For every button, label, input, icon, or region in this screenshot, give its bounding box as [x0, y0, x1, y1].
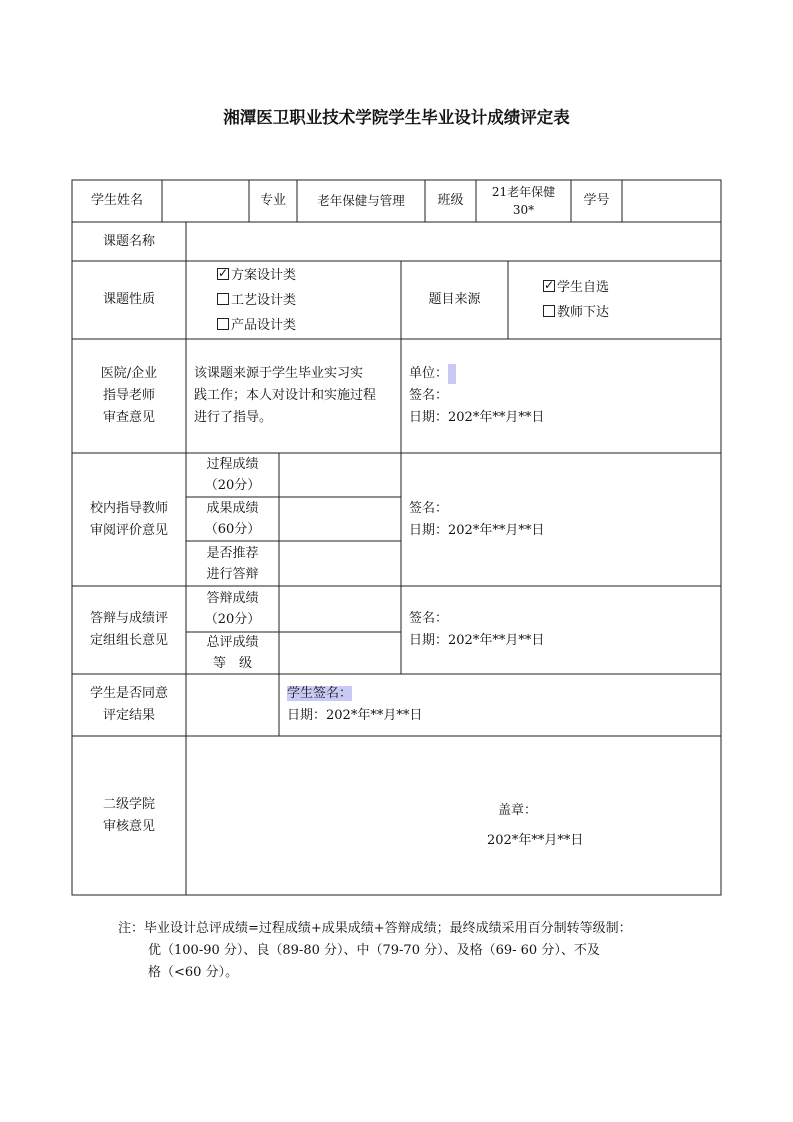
process-score-field[interactable] [279, 453, 401, 497]
topic-source-label: 题目来源 [428, 292, 481, 307]
nature-option-design[interactable]: ✓方案设计类 [217, 263, 296, 288]
checkbox-checked-icon [543, 280, 555, 292]
college-opinion-label: 二级学院 审核意见 [102, 796, 155, 834]
internal-sign-label: 签名： [409, 500, 449, 516]
student-id-field[interactable] [622, 180, 721, 222]
defense-date: 日期：202*年**月**日 [409, 633, 545, 648]
checkbox-icon [217, 293, 229, 305]
internal-date: 日期：202*年**月**日 [409, 522, 545, 538]
source-option-self[interactable]: ✓学生自选 [543, 275, 609, 300]
total-score-field[interactable] [279, 632, 401, 674]
hospital-sign-area [409, 339, 721, 453]
source-option-teacher[interactable]: 教师下达 [543, 300, 609, 325]
student-sign-area [287, 674, 721, 736]
topic-nature-label: 课题性质 [102, 292, 155, 307]
major-label: 专业 [259, 193, 286, 208]
defense-sign-area [409, 586, 721, 674]
class-label: 班级 [437, 193, 464, 208]
defense-sign-label: 签名： [409, 611, 449, 626]
internal-opinion-label: 校内指导教师 审阅评价意见 [89, 500, 168, 538]
student-agree-label: 学生是否同意 评定结果 [89, 686, 168, 723]
student-sign-label[interactable]: 学生签名： [287, 686, 353, 701]
result-score-field[interactable] [279, 497, 401, 541]
class-value [476, 180, 571, 222]
major-value: 老年保健与管理 [317, 193, 405, 208]
nature-option-process[interactable]: 工艺设计类 [217, 288, 296, 313]
class-value-line2: 30* [512, 203, 535, 217]
seal-label: 盖章： [498, 803, 538, 818]
checkbox-icon [217, 318, 229, 330]
internal-sign-area [409, 453, 721, 586]
unit-field[interactable] [448, 364, 456, 384]
topic-field[interactable] [186, 222, 721, 261]
process-score-label: 过程成绩 （20分） [204, 457, 261, 493]
recommend-defense-label: 是否推荐 进行答辩 [206, 545, 259, 582]
defense-opinion-label: 答辩与成绩评 定组组长意见 [89, 611, 168, 648]
defense-score-label: 答辩成绩 （20分） [204, 591, 261, 627]
hospital-opinion-label: 医院/企业 指导老师 审查意见 [100, 366, 158, 425]
student-name-label: 学生姓名 [90, 193, 143, 208]
student-sign-date: 日期：202*年**月**日 [287, 708, 423, 723]
class-value-line1: 21老年保健 [491, 185, 556, 199]
footnote-line1: 注：毕业设计总评成绩=过程成绩+成果成绩+答辩成绩；最终成绩采用百分制转等级制： [118, 921, 632, 936]
footnote [118, 918, 698, 984]
defense-score-field[interactable] [279, 586, 401, 632]
student-agree-field[interactable] [186, 674, 279, 736]
nature-option-product[interactable]: 产品设计类 [217, 313, 296, 338]
checkbox-checked-icon [217, 268, 229, 280]
hospital-date: 日期：202*年**月**日 [409, 410, 545, 425]
total-score-label: 总评成绩 等 级 [206, 635, 259, 671]
footnote-line2: 优（100-90 分）、良（89-80 分）、中（79-70 分）、及格（69- 60 分）、不及 [148, 943, 600, 958]
student-id-label: 学号 [583, 193, 610, 208]
college-date: 202*年**月**日 [487, 833, 584, 848]
hospital-sign-label: 签名： [409, 388, 449, 403]
topic-label: 课题名称 [102, 233, 155, 249]
checkbox-icon [543, 305, 555, 317]
student-name-field[interactable] [162, 180, 249, 222]
footnote-line3: 格（<60 分）。 [148, 965, 239, 980]
hospital-opinion-text: 该课题来源于学生毕业实习实 践工作；本人对设计和实施过程 进行了指导。 [194, 366, 377, 425]
page-title: 湘潭医卫职业技术学院学生毕业设计成绩评定表 [223, 108, 570, 127]
recommend-defense-field[interactable] [279, 541, 401, 586]
unit-label: 单位： [409, 366, 449, 381]
result-score-label: 成果成绩 （60分） [204, 501, 261, 537]
